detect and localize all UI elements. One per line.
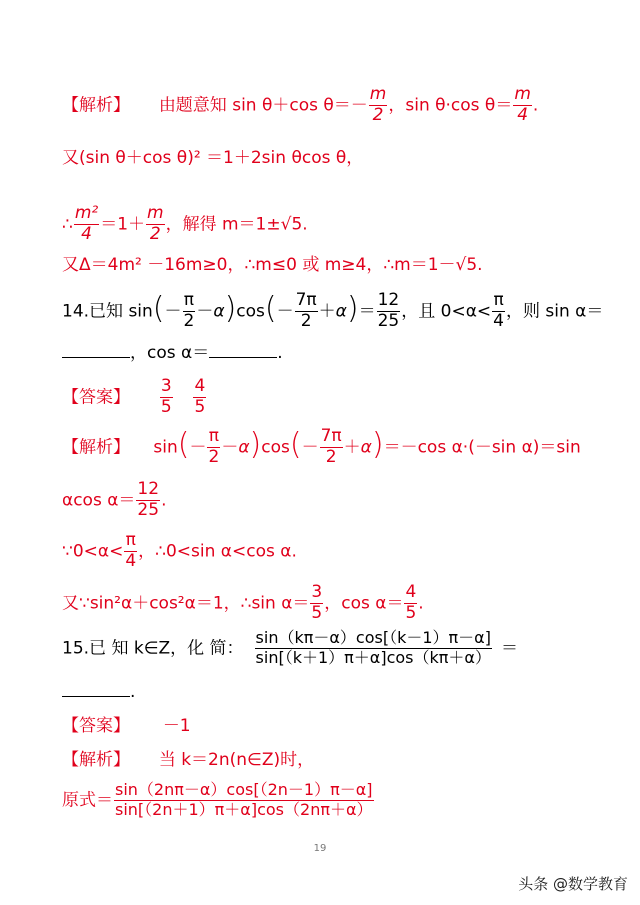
question-14-line2 (62, 343, 283, 362)
question-text: ，cos α＝ (130, 343, 210, 363)
equation-text: αcos α＝ (62, 490, 136, 511)
answer-value: －1 (162, 716, 191, 736)
question-14-analysis-line1: 【解析】 sin(－ $\frac{\pi}{2}$ －α)cos(－ $\frac{7\pi}{2}$ ＋α)＝－cos α·(－sin α)＝sin (62, 426, 581, 467)
fraction: $\frac{12}{25}$ (377, 290, 400, 331)
question-14-stem: 14.已知 sin(－ $\frac{\pi}{2}$ －α)cos(－ $\frac{7\pi}{2}$ ＋α)＝ $\frac{12}{25}$ ，且 0<α< $\frac{\pi}{4}$ ，则 sin α＝ (62, 290, 604, 331)
fraction: $\frac{\sin(k\pi-\alpha)\cos[(k-1)\pi-\alpha]}{\sin[(k+1)\pi+\alpha]\cos(k\pi+\alpha)}$ (255, 628, 491, 667)
analysis-label: 【解析】 (62, 750, 130, 770)
equation-text: ∵0<α< (62, 541, 124, 562)
fraction: $\frac{\pi}{4}$ (493, 290, 504, 331)
question-15-answer (62, 718, 191, 735)
therefore-symbol: ∴ (62, 214, 73, 235)
equation-text: 又∵sin²α＋cos²α＝1，∴sin α＝ (62, 593, 310, 614)
p13-analysis-line1 (62, 86, 538, 125)
analysis-label: 【解析】 (62, 95, 130, 116)
fraction: $\frac{4}{5}$ (194, 376, 206, 417)
equation-text: ＝1＋ (100, 214, 146, 235)
answer-label: 【答案】 (62, 387, 130, 408)
watermark: 头条 @数学教育 (518, 875, 628, 893)
question-14-analysis-line3 (62, 532, 297, 571)
analysis-label: 【解析】 (62, 437, 130, 458)
fraction: $\frac{7\pi}{2}$ (295, 290, 317, 331)
question-14-analysis-line4 (62, 584, 424, 623)
question-15-line2 (62, 682, 135, 701)
fraction: $\frac{\pi}{4}$ (125, 530, 137, 571)
equation-text: ，解得 m＝1±√5. (165, 214, 308, 235)
period: . (277, 343, 283, 363)
question-15-analysis-line1 (62, 752, 314, 769)
fraction: $\frac{\sin(2n\pi-\alpha)\cos[(2n-1)\pi-\alpha]}{\sin[(2n+1)\pi+\alpha]\cos(2n\pi+\alpha)}$ (115, 780, 373, 819)
period: . (130, 682, 136, 702)
answer-blank (62, 343, 130, 358)
equation-text: 原式＝ (62, 790, 113, 811)
fraction: $\frac{3}{5}$ (160, 376, 172, 417)
question-14-answer (62, 378, 207, 417)
answer-label: 【答案】 (62, 716, 130, 736)
period: . (418, 593, 424, 614)
fraction: $\frac{7\pi}{2}$ (320, 426, 342, 467)
question-text: 15.已 知 k∈Z，化 简： (62, 638, 244, 659)
fraction: $\frac{m}{4}$ (514, 84, 531, 125)
p13-analysis-line4: 又Δ＝4m² －16m≥0，∴m≤0 或 m≥4，∴m＝1－√5. (62, 255, 483, 275)
question-15-analysis-line2 (62, 782, 375, 819)
answer-blank (209, 343, 277, 358)
fraction: $\frac{3}{5}$ (311, 582, 323, 623)
equals-sign: ＝ (500, 638, 518, 659)
p13-intro-text: 由题意知 sin θ＋cos θ＝－ (158, 95, 368, 116)
fraction: $\frac{12}{25}$ (137, 479, 160, 520)
period: . (532, 95, 539, 116)
question-text: ，则 sin α＝ (506, 301, 604, 322)
fraction: $\frac{m}{2}$ (147, 203, 164, 244)
question-text: 14.已知 sin (62, 301, 153, 322)
equation-text: ＝－cos α·(－sin α)＝sin (383, 437, 581, 458)
fraction: $\frac{\pi}{2}$ (208, 426, 220, 467)
answer-blank (62, 682, 130, 697)
question-14-analysis-line2: αcos α＝ $\frac{12}{25}$ . (62, 479, 167, 520)
fraction: $\frac{m}{2}$ (369, 84, 387, 125)
p13-mid-text: ，sin θ·cos θ＝ (388, 95, 513, 116)
p13-analysis-line2: 又(sin θ＋cos θ)² ＝1＋2sin θcos θ， (62, 148, 364, 168)
question-text: ，且 0<α< (401, 301, 492, 322)
page-number: 19 (313, 843, 327, 854)
fraction: $\frac{\text{m²}}{4}$ (74, 203, 99, 244)
p13-analysis-line3 (62, 205, 308, 244)
equation-text: ，cos α＝ (324, 593, 404, 614)
question-15-stem (62, 630, 518, 667)
fraction: $\frac{\pi}{2}$ (183, 290, 195, 331)
fraction: $\frac{4}{5}$ (405, 582, 417, 623)
equation-text: 当 k＝2n(n∈Z)时， (158, 750, 315, 770)
equation-text: ，∴0<sin α<cos α. (138, 541, 297, 562)
